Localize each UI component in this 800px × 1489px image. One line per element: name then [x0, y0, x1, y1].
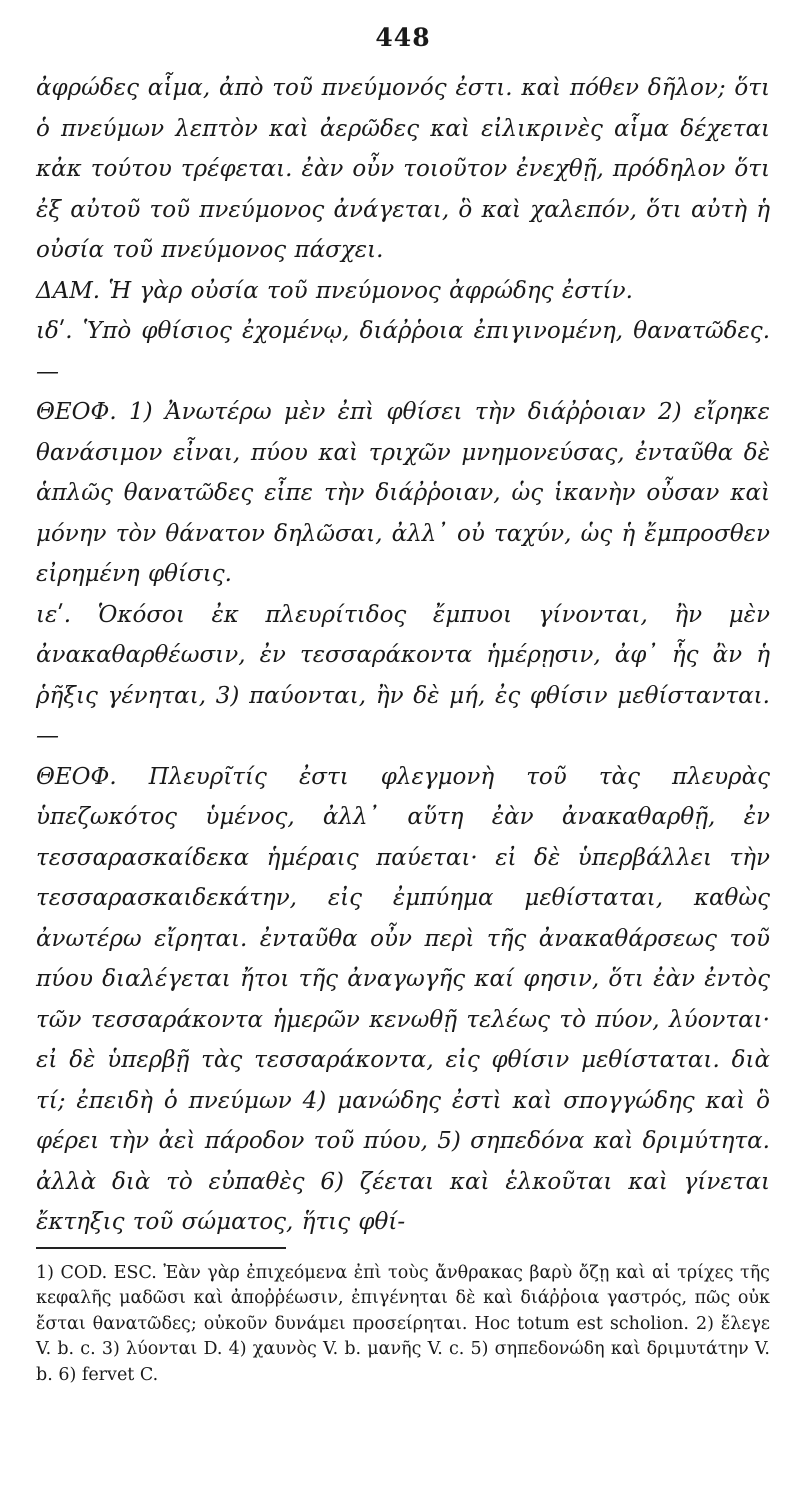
commentary-theoph-1: ΘΕΟΦ. 1) Ἀνωτέρω μὲν ἐπὶ φθίσει τὴν διάῤῥοιαν 2) εἴρηκε θανάσιμον εἶναι, πύου καὶ τριχῶν μνημονεύσας, ἐνταῦθα δὲ ἁπλῶς θανατῶδες εἶπε τὴν διάῤῥοιαν, ὡς ἱκανὴν οὖσαν καὶ μόνην τὸν θάνατον δηλῶσαι, ἀλλ᾽ οὐ ταχύν, ὡς ἡ ἔμπροσθεν εἰρημένη φθίσις. [36, 399, 770, 587]
aphorism-15: ιεʹ. Ὁκόσοι ἐκ πλευρίτιδος ἔμπυοι γίνονται, ἢν μὲν ἀνακαθαρθέωσιν, ἐν τεσσαράκοντα ἡμέρῃσιν, ἀφ᾽ ἧς ἂν ἡ ῥῆξις γένηται, 3) παύονται, ἢν δὲ μή, ἐς φθίσιν μεθίστανται. — [36, 601, 770, 749]
page-number: 448 [375, 23, 431, 52]
paragraph-dam: ΔΑΜ. Ἡ γὰρ οὐσία τοῦ πνεύμονος ἀφρώδης ἐστίν. [36, 277, 633, 304]
commentary-theoph-2: ΘΕΟΦ. Πλευρῖτίς ἐστι φλεγμονὴ τοῦ τὰς πλευρὰς ὑπεζωκότος ὑμένος, ἀλλ᾽ αὕτη ἐὰν ἀνακαθαρθῇ, ἐν τεσσαρασκαίδεκα ἡμέραις παύεται· εἰ δὲ ὑπερβάλλει τὴν τεσσαρασκαιδεκάτην, εἰς ἐμπύημα μεθίσταται, καθὼς ἀνωτέρω εἴρηται. ἐνταῦθα οὖν περὶ τῆς ἀνακαθάρσεως τοῦ πύου διαλέγεται ἤτοι τῆς ἀναγωγῆς καί φησιν, ὅτι ἐὰν ἐντὸς τῶν τεσσαράκοντα ἡμερῶν κενωθῇ τελέως τὸ πύον, λύονται· εἰ δὲ ὑπερβῇ τὰς τεσσαράκοντα, εἰς φθίσιν μεθίσταται. διὰ τί; ἐπειδὴ ὁ πνεύμων 4) μανώδης ἐστὶ καὶ σπογγώδης καὶ ὃ φέρει τὴν ἀεὶ πάροδον τοῦ πύου, 5) σηπεδόνα καὶ δριμύτητα. ἀλλὰ διὰ τὸ εὐπαθὲς 6) ζέεται καὶ ἑλκοῦται καὶ γίνεται ἔκτηξις τοῦ σώματος, ἥτις φθί- [36, 763, 770, 1235]
footnote-block: 1) COD. ESC. Ἐὰν γὰρ ἐπιχεόμενα ἐπὶ τοὺς ἄνθρακας βαρὺ ὄζῃ καὶ αἱ τρίχες τῆς κεφαλῆς μαδῶσι καὶ ἀποῤῥέωσιν, ἐπιγένηται δὲ καὶ διάῤῥοια γαστρός, πῶς οὐκ ἔσται θανατῶδες; οὐκοῦν δυνάμει προσείρηται. Hoc totum est scholion. 2) ἔλεγε V. b. c. 3) λύονται D. 4) χαυνὸς V. b. μανῆς V. c. 5) σηπεδονώδη καὶ δριμυτάτην V. b. 6) fervet C. [36, 1262, 770, 1385]
footnote-divider [36, 1247, 286, 1249]
paragraph-1: ἀφρώδες αἷμα, ἀπὸ τοῦ πνεύμονός ἐστι. καὶ πόθεν δῆλον; ὅτι ὁ πνεύμων λεπτὸν καὶ ἀερῶδες καὶ εἰλικρινὲς αἷμα δέχεται κἀκ τούτου τρέφεται. ἐὰν οὖν τοιοῦτον ἐνεχθῇ, πρόδηλον ὅτι ἐξ αὐτοῦ τοῦ πνεύμονος ἀνάγεται, ὃ καὶ χαλεπόν, ὅτι αὐτὴ ἡ οὐσία τοῦ πνεύμονος πάσχει. [36, 75, 770, 263]
main-text [36, 68, 770, 1243]
aphorism-14: ιδʹ. Ὑπὸ φθίσιος ἐχομένῳ, διάῤῥοια ἐπιγινομένη, θανατῶδες. — [36, 318, 770, 385]
footnotes [36, 1261, 770, 1389]
